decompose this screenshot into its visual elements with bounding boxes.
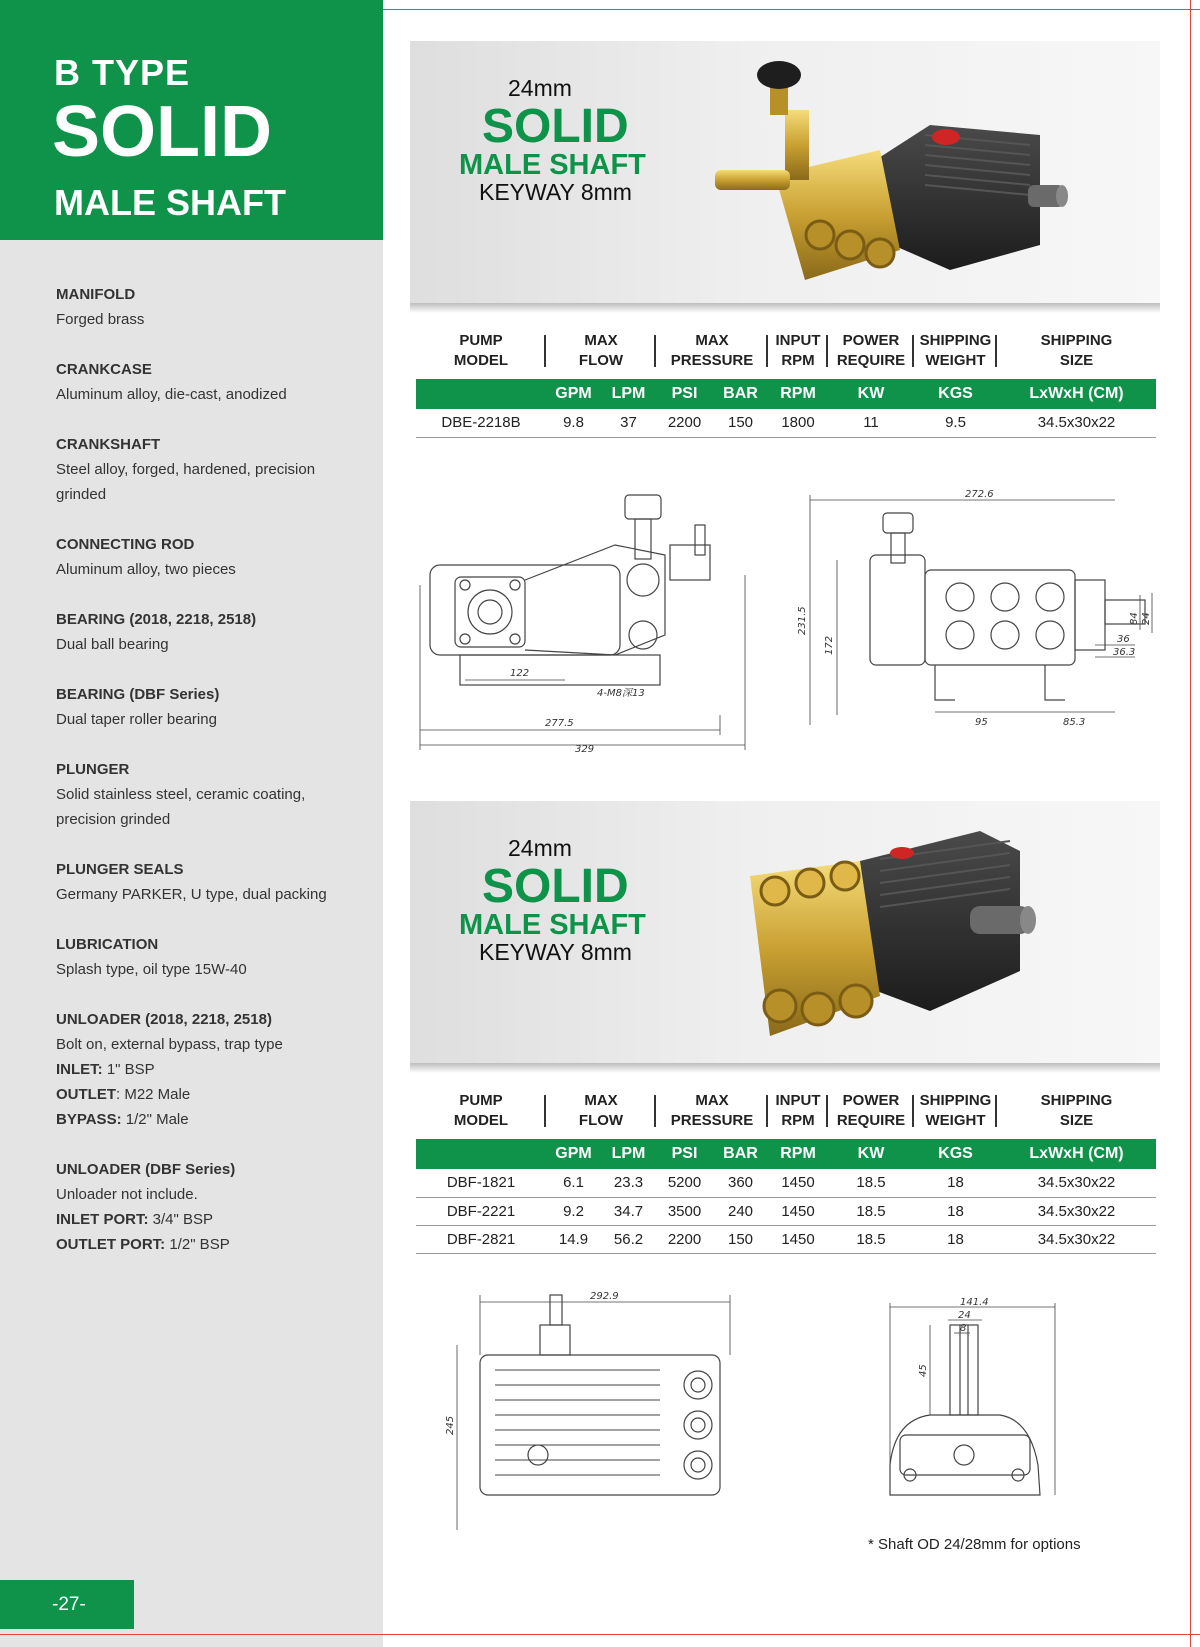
dim-36: 36 [1117, 634, 1130, 645]
hdr-l1: POWER [842, 332, 900, 349]
hero-diameter: 24mm [508, 75, 572, 101]
cell-kw: 18.5 [828, 1225, 914, 1253]
pump-photo-2 [730, 821, 1090, 1051]
unit-cell: LxWxH (CM) [997, 1139, 1156, 1169]
spec-heading: CONNECTING ROD [56, 536, 195, 553]
col-weight [914, 1091, 997, 1139]
unit-cell: KW [828, 379, 914, 409]
unit-cell: LxWxH (CM) [997, 379, 1156, 409]
title-solid: SOLID [52, 92, 273, 172]
hdr-l1: SHIPPING [1040, 1092, 1113, 1109]
cell-kw: 18.5 [828, 1197, 914, 1225]
dim-2315: 231.5 [797, 606, 808, 635]
spec-outlet-port [56, 1232, 366, 1257]
cell-model: DBF-2221 [416, 1197, 546, 1225]
spec-bypass-value: 1/2" Male [121, 1111, 189, 1128]
hero-banner-2 [410, 801, 1160, 1063]
spec-heading: MANIFOLD [56, 286, 136, 303]
spec-inlet-label: INLET: [56, 1061, 103, 1078]
spec-manifold [56, 282, 366, 332]
cell-psi: 5200 [656, 1169, 713, 1197]
table-row [416, 1197, 1156, 1225]
spec-unloader-standard [56, 1007, 366, 1132]
spec-plunger [56, 757, 366, 832]
cell-bar: 360 [713, 1169, 768, 1197]
unit-cell: KW [828, 1139, 914, 1169]
title-block [0, 0, 383, 240]
cell-lpm: 56.2 [601, 1225, 656, 1253]
spec-text: grinded [56, 486, 107, 503]
drawing-side-view-1 [415, 485, 755, 755]
hero-shadow-1 [410, 303, 1160, 313]
spec-crankshaft [56, 432, 366, 507]
spec-heading: BEARING (DBF Series) [56, 686, 220, 703]
spec-outlet-port-value: 1/2" BSP [165, 1236, 230, 1253]
hdr-l1: MAX [695, 1092, 729, 1109]
hero-male-shaft: MALE SHAFT [459, 909, 646, 941]
unit-cell: LPM [601, 1139, 656, 1169]
col-size [997, 1091, 1156, 1139]
cell-kgs: 18 [914, 1197, 997, 1225]
dim-245: 245 [445, 1415, 456, 1435]
dim-2775: 277.5 [545, 718, 574, 729]
col-max-pressure [656, 1091, 768, 1139]
table-row [416, 409, 1156, 437]
unit-cell: KGS [914, 1139, 997, 1169]
spec-bearing-ball [56, 607, 366, 657]
hdr-l2: PRESSURE [670, 1112, 754, 1129]
dim-363: 36.3 [1113, 647, 1136, 658]
spec-text: Bolt on, external bypass, trap type [56, 1036, 283, 1053]
hdr-l1: SHIPPING [919, 1092, 992, 1109]
dim-45: 45 [918, 1364, 929, 1377]
spec-plunger-seals [56, 857, 366, 907]
spec-text: Steel alloy, forged, hardened, precision [56, 461, 316, 478]
hdr-l2: MODEL [453, 1112, 509, 1129]
cell-size: 34.5x30x22 [997, 1169, 1156, 1197]
hero-male-shaft: MALE SHAFT [459, 149, 646, 181]
spec-bypass-label: BYPASS: [56, 1111, 122, 1128]
spec-text: Aluminum alloy, die-cast, anodized [56, 386, 287, 403]
hdr-l2: SIZE [1059, 1112, 1094, 1129]
spec-bearing-taper [56, 682, 366, 732]
spec-inlet-port-label: INLET PORT: [56, 1211, 149, 1228]
spec-lubrication [56, 932, 366, 982]
hero-keyway: KEYWAY 8mm [479, 179, 632, 205]
spec-inlet-port-value: 3/4" BSP [148, 1211, 214, 1228]
sidebar [0, 0, 383, 1647]
unit-cell: PSI [656, 1139, 713, 1169]
dim-8: 8 [960, 1323, 967, 1334]
unit-row [416, 379, 1156, 409]
dim-bolts: 4-M8深13 [597, 688, 645, 699]
col-pump-model [416, 331, 546, 379]
cell-lpm: 37 [601, 409, 656, 437]
hdr-l2: FLOW [578, 1112, 624, 1129]
hdr-l1: INPUT [775, 332, 821, 349]
dim-122: 122 [510, 668, 530, 679]
hero-solid: SOLID [482, 860, 629, 913]
spec-outlet-port-label: OUTLET PORT: [56, 1236, 166, 1253]
cell-psi: 2200 [656, 1225, 713, 1253]
title-male-shaft: MALE SHAFT [54, 182, 286, 223]
cell-gpm: 6.1 [546, 1169, 601, 1197]
cell-bar: 240 [713, 1197, 768, 1225]
unit-cell: BAR [713, 379, 768, 409]
col-power [828, 1091, 914, 1139]
spec-table-2 [416, 1091, 1156, 1254]
cell-kgs: 9.5 [914, 409, 997, 437]
hdr-l2: FLOW [578, 352, 624, 369]
hdr-l2: REQUIRE [836, 352, 906, 369]
cell-size: 34.5x30x22 [997, 409, 1156, 437]
spec-heading: PLUNGER SEALS [56, 861, 184, 878]
cell-kw: 18.5 [828, 1169, 914, 1197]
cell-rpm: 1450 [768, 1225, 828, 1253]
unit-cell: PSI [656, 379, 713, 409]
cell-gpm: 9.8 [546, 409, 601, 437]
dim-329: 329 [575, 744, 595, 755]
spec-text: Unloader not include. [56, 1186, 198, 1203]
col-input-rpm [768, 1091, 828, 1139]
dim-24: 24 [1141, 612, 1152, 625]
col-pump-model [416, 1091, 546, 1139]
title-type: B TYPE [54, 52, 191, 93]
cell-kgs: 18 [914, 1225, 997, 1253]
drawing-top-view-2 [440, 1285, 740, 1535]
spec-heading: CRANKCASE [56, 361, 152, 378]
spec-heading: CRANKSHAFT [56, 436, 161, 453]
spec-inlet [56, 1057, 366, 1082]
table-row [416, 1225, 1156, 1253]
spec-heading: LUBRICATION [56, 936, 159, 953]
col-size [997, 331, 1156, 379]
trim-line-right [1190, 0, 1191, 1647]
spec-inlet-value: 1" BSP [102, 1061, 155, 1078]
footnote: * Shaft OD 24/28mm for options [868, 1536, 1081, 1553]
drawing-end-view-2 [870, 1295, 1070, 1525]
spec-heading: PLUNGER [56, 761, 130, 778]
dim-2726: 272.6 [965, 489, 994, 500]
unit-cell [416, 1139, 546, 1169]
col-max-flow [546, 1091, 656, 1139]
cell-lpm: 23.3 [601, 1169, 656, 1197]
hdr-l2: RPM [781, 352, 815, 369]
hdr-l2: REQUIRE [836, 1112, 906, 1129]
cell-psi: 3500 [656, 1197, 713, 1225]
hdr-l1: MAX [584, 1092, 618, 1109]
hero-shadow-2 [410, 1063, 1160, 1073]
hdr-l2: SIZE [1059, 352, 1094, 369]
spec-list [56, 282, 366, 1282]
cell-bar: 150 [713, 409, 768, 437]
spec-outlet-label: OUTLET [56, 1086, 116, 1103]
spec-table-1 [416, 331, 1156, 438]
spec-text: Aluminum alloy, two pieces [56, 561, 236, 578]
cell-model: DBF-2821 [416, 1225, 546, 1253]
col-max-pressure [656, 331, 768, 379]
cell-bar: 150 [713, 1225, 768, 1253]
spec-heading: BEARING (2018, 2218, 2518) [56, 611, 257, 628]
col-max-flow [546, 331, 656, 379]
hero-banner-1 [410, 41, 1160, 303]
trim-line-bottom [0, 1634, 1200, 1635]
hdr-l2: MODEL [453, 352, 509, 369]
spec-text: Solid stainless steel, ceramic coating, [56, 786, 306, 803]
col-weight [914, 331, 997, 379]
spec-unloader-dbf [56, 1157, 366, 1257]
cell-model: DBF-1821 [416, 1169, 546, 1197]
cell-rpm: 1450 [768, 1197, 828, 1225]
cell-size: 34.5x30x22 [997, 1197, 1156, 1225]
spec-crankcase [56, 357, 366, 407]
cell-kgs: 18 [914, 1169, 997, 1197]
page-number: -27- [0, 1580, 134, 1629]
hero-diameter: 24mm [508, 835, 572, 861]
hdr-l2: RPM [781, 1112, 815, 1129]
spec-connecting-rod [56, 532, 366, 582]
col-input-rpm [768, 331, 828, 379]
unit-cell: KGS [914, 379, 997, 409]
hdr-l1: POWER [842, 1092, 900, 1109]
cell-rpm: 1800 [768, 409, 828, 437]
dim-1414: 141.4 [960, 1297, 989, 1308]
hdr-l1: INPUT [775, 1092, 821, 1109]
hdr-l1: MAX [695, 332, 729, 349]
unit-cell [416, 379, 546, 409]
cell-rpm: 1450 [768, 1169, 828, 1197]
dim-84: 84 [1129, 612, 1140, 625]
dim-172: 172 [824, 635, 835, 655]
hdr-l1: SHIPPING [919, 332, 992, 349]
unit-cell: GPM [546, 379, 601, 409]
spec-bypass [56, 1107, 366, 1132]
spec-heading: UNLOADER (DBF Series) [56, 1161, 236, 1178]
spec-text: Dual taper roller bearing [56, 711, 217, 728]
spec-outlet-value: : M22 Male [116, 1086, 191, 1103]
spec-text: Germany PARKER, U type, dual packing [56, 886, 327, 903]
cell-model: DBE-2218B [416, 409, 546, 437]
table-row [416, 1169, 1156, 1197]
spec-outlet [56, 1082, 366, 1107]
spec-text: Dual ball bearing [56, 636, 169, 653]
hdr-l2: PRESSURE [670, 352, 754, 369]
dim-853: 85.3 [1063, 717, 1086, 728]
unit-cell: RPM [768, 379, 828, 409]
unit-row [416, 1139, 1156, 1169]
cell-size: 34.5x30x22 [997, 1225, 1156, 1253]
cell-gpm: 14.9 [546, 1225, 601, 1253]
hero-solid: SOLID [482, 100, 629, 153]
dim-95: 95 [975, 717, 988, 728]
hdr-l2: WEIGHT [925, 352, 986, 369]
spec-heading: UNLOADER (2018, 2218, 2518) [56, 1011, 272, 1028]
col-power [828, 331, 914, 379]
unit-cell: BAR [713, 1139, 768, 1169]
cell-kw: 11 [828, 409, 914, 437]
hdr-l1: SHIPPING [1040, 332, 1113, 349]
hdr-l2: WEIGHT [925, 1112, 986, 1129]
hdr-l1: PUMP [459, 332, 503, 349]
pump-photo-1 [710, 55, 1110, 299]
unit-cell: RPM [768, 1139, 828, 1169]
spec-text: precision grinded [56, 811, 171, 828]
spec-inlet-port [56, 1207, 366, 1232]
spec-text: Splash type, oil type 15W-40 [56, 961, 247, 978]
dim-24: 24 [958, 1310, 971, 1321]
hdr-l1: PUMP [459, 1092, 503, 1109]
dim-2929: 292.9 [590, 1291, 619, 1302]
unit-cell: LPM [601, 379, 656, 409]
hero-keyway: KEYWAY 8mm [479, 939, 632, 965]
cell-psi: 2200 [656, 409, 713, 437]
hdr-l1: MAX [584, 332, 618, 349]
cell-gpm: 9.2 [546, 1197, 601, 1225]
spec-text: Forged brass [56, 311, 145, 328]
cell-lpm: 34.7 [601, 1197, 656, 1225]
drawing-front-view-1 [795, 485, 1160, 755]
unit-cell: GPM [546, 1139, 601, 1169]
